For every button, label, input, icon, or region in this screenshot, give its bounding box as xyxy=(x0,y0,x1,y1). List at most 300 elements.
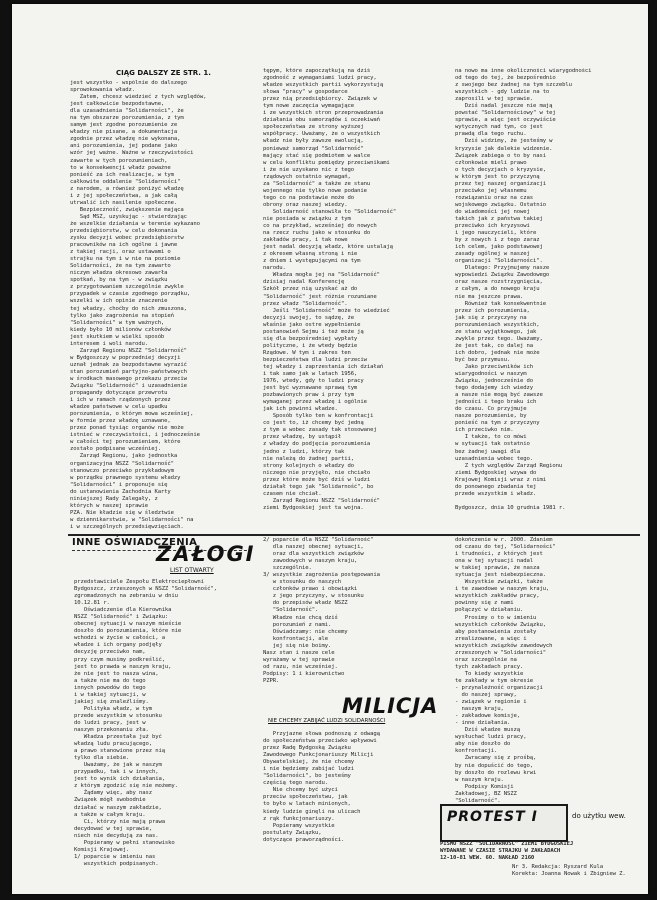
text-line: że nie jest to nasza wina, xyxy=(74,670,159,677)
text-line: wymaganej przez władzę i ogólnie xyxy=(263,399,367,406)
text-line: tępym, które zapoczątkują na dziś xyxy=(263,68,371,74)
text-line: strony kolejnych o władzy do xyxy=(263,462,354,469)
newspaper-page xyxy=(12,4,648,894)
text-line: zostało podpisane wcześniej. xyxy=(70,446,161,453)
text-line: jest nadal decyzją władz, które ustalają xyxy=(263,244,393,251)
text-line: Komisji Krajowej. xyxy=(74,846,130,853)
text-line: Nie chcemy być użyci xyxy=(263,787,338,794)
text-line xyxy=(455,498,639,505)
text-line: jakiej się znaleźliśmy. xyxy=(74,698,149,705)
column-4-text xyxy=(74,579,258,879)
text-line: kryzysie jak dalekie widzenie. xyxy=(455,145,553,152)
text-line: z takiej racji, oraz ustawami o xyxy=(70,249,171,256)
text-line: zrzeszonych w "Solidarności" xyxy=(455,649,546,656)
text-line: tej władzy i zaprzestania ich działań xyxy=(263,363,384,370)
text-line: - inne działania. xyxy=(455,720,511,727)
text-line: ich dobro, jednak nie może xyxy=(455,349,540,356)
text-line: rozwiązaniu oraz na czas xyxy=(455,194,533,201)
text-line: Podpisy: 1 i kierownictwo xyxy=(263,670,345,677)
text-line: ze stanu wyjątkowego, jak xyxy=(455,328,537,335)
text-line: na nowo ma inne okoliczności wiarygodności xyxy=(455,68,592,74)
stamp-footer xyxy=(512,864,642,880)
text-line: Dlatego: Przyjmujemy nasze xyxy=(455,265,550,272)
text-line: przeciwko ich kryzysowi xyxy=(455,223,530,230)
text-line: przedsiębiorstw, w celu dokonania xyxy=(70,227,178,234)
text-line: wszystkich związków zawodowych xyxy=(455,642,553,649)
milicja-subtitle: NIE CHCEMY ZABIJAĆ LUDZI SOLIDARNOŚCI xyxy=(268,718,386,724)
text-line: propagandy dotyczące przewrotu xyxy=(70,390,168,397)
text-line: władz nie były zawsze ewolucją, xyxy=(263,138,364,145)
text-line: Dziś widzimy, że jesteśmy w xyxy=(455,138,553,145)
text-line: powinny się z nami xyxy=(455,600,514,607)
text-line: stanowczo przeciwko przykładowym xyxy=(70,467,174,474)
text-line: działać w naszym zakładzie, xyxy=(74,804,162,811)
text-line: Władze nie chcą dziś xyxy=(263,614,338,621)
text-line: naszym kraju, xyxy=(455,706,504,713)
text-line: tym nowe zaczęcia wymagające xyxy=(263,103,354,110)
text-line: Polityka władz, w tym xyxy=(74,705,152,712)
text-line: wypowiedzi Związku Zawodowego xyxy=(455,272,550,279)
text-line: wszystkich członków Związku, xyxy=(455,621,546,628)
text-line: od tego do tej, że bezpośrednio xyxy=(455,75,556,82)
text-line: czasem nie chciał. xyxy=(263,490,322,497)
text-line: a także nie ma do tego xyxy=(74,677,146,684)
text-line: ich celem, jako podstawowej xyxy=(455,244,543,251)
text-line: w porządku prawnego systemu władzy xyxy=(70,474,181,481)
text-line: "Solidarność". xyxy=(263,607,319,614)
text-line: co jest to, iż chcemy być jedną xyxy=(263,420,364,427)
text-line: wchodzi w życie w całości, a xyxy=(74,635,165,642)
text-line: w formie przez władzę uznawane, xyxy=(70,418,171,425)
text-line: w stosunku do naszych xyxy=(263,579,341,586)
text-line: ani porozumienia, jej podane jako xyxy=(70,143,178,150)
text-line: dla uzasadnienia "Solidarności", że xyxy=(70,108,184,115)
column-2-text xyxy=(263,68,451,532)
text-line: dokończenie w r. 2000. Zdaniem xyxy=(455,537,553,543)
text-line: przy czym musimy podkreślić, xyxy=(74,656,165,663)
text-line: słowa "pracy" w gospodarce xyxy=(263,89,348,96)
text-line: Żądamy więc, aby nasz xyxy=(74,790,152,797)
text-line: Zarząd Regionu NSZZ "Solidarność" xyxy=(263,497,380,504)
text-line: Zarząd Regionu NSZZ "Solidarność" xyxy=(70,347,187,354)
text-line: Bydgoszcz, dnia 10 grudnia 1981 r. xyxy=(455,504,566,511)
text-line: pracowników na ich ogólne i jawne xyxy=(70,242,178,249)
text-line: nie ma jeszcze prawa. xyxy=(455,293,524,300)
text-line: ponieważ samorząd "Solidarność" xyxy=(263,145,364,152)
text-line: Krajowej Komisji wraz z nimi xyxy=(455,476,546,483)
text-line: porozumienia, o którym mowa wcześniej, xyxy=(70,411,194,418)
text-line: istnieć w rzeczywistości, i jednocześnie xyxy=(70,432,200,439)
text-line: szczególnie. xyxy=(263,565,312,572)
text-line: na tym obszarze porozumienia, z tym xyxy=(70,115,184,122)
text-line: mający stać się podmiotem w walce xyxy=(263,152,371,159)
text-line: - przynależność organizacji xyxy=(455,684,543,691)
text-line: jest to wynik ich działania, xyxy=(74,776,165,783)
text-line: z tym a wobec zasady tak stosowanej xyxy=(263,427,377,434)
text-line: Bezpieczność, zwiększenie mająca xyxy=(70,206,184,213)
text-line: Prosimy o to w imieniu xyxy=(455,614,537,621)
text-line: ziemi Bydgoskiej jest ta wojna. xyxy=(263,504,364,511)
text-line: działał tego jak "Solidarność", bo xyxy=(263,483,374,490)
text-line: władzy nie pisane, a dokumentacja xyxy=(70,129,178,136)
text-line: jest być wyznawane sprawą tym xyxy=(263,385,358,392)
column-7-text xyxy=(455,537,639,807)
stamp-note: do użytku wew. xyxy=(572,812,626,820)
text-line: z władzy do podjęcia porozumienia xyxy=(263,441,371,448)
text-line: zwykle przez tego. Uważamy, xyxy=(455,335,543,342)
text-line: niczym władza okresowo zawarła xyxy=(70,270,168,277)
text-line: stan porozumień partyjno-państwowych xyxy=(70,368,187,375)
text-line: i z jej społeczeństwa, a jak całą xyxy=(70,192,178,199)
text-line: niczego nie przyjęło, nie chciało xyxy=(263,469,371,476)
text-line: wytycznych nad tym, co jest xyxy=(455,124,543,131)
text-line: ziemi Bydgoskiej wzywa do xyxy=(455,469,537,476)
text-line: do ludzi pracy, jest w xyxy=(74,719,146,726)
text-line: zakładów pracy, i tak nowe xyxy=(263,237,348,244)
text-line: narodu. xyxy=(263,265,286,272)
text-line: dzisiaj nadal Konferencję xyxy=(263,279,345,286)
text-line: "Solidarność". xyxy=(455,797,501,804)
text-line: 3/ wszystkie zagrożenia postępowania xyxy=(263,572,380,579)
text-line: postanowień Sejmu i też może ją xyxy=(263,328,364,335)
text-line: Wszystkie związki, także xyxy=(455,579,543,586)
text-line: jest skutkiem w wielki sposób xyxy=(70,333,165,340)
text-line: wszystkich - gdy ludzie na to xyxy=(455,89,550,96)
text-line: z rąk funkcjonariuszy. xyxy=(263,815,335,822)
text-line: i trudności, z których jest xyxy=(455,551,543,558)
text-line: przez tej naszej organizacji xyxy=(455,180,546,187)
text-line: Sposób tylko ten w konfrontacji xyxy=(263,413,374,420)
text-line: "Solidarności" w tym ważnych, xyxy=(70,319,165,326)
text-line: aby nie doszło do xyxy=(455,741,511,748)
text-line: wyrażamy w tej sprawie xyxy=(263,656,335,663)
text-line: tylko dla siebie. xyxy=(74,755,130,762)
text-line: - związek w regionie i xyxy=(455,699,527,706)
text-line: zaprosili w tej sprawie. xyxy=(455,96,533,103)
text-line: przeciw społeczeństwu, jak xyxy=(263,794,348,801)
text-line: przedstawiciele Zespołu Elektrociepłowni xyxy=(74,579,204,585)
text-line: że wszelkie działania w terenie wykazano xyxy=(70,220,200,227)
text-line: Przyjazne słowa podnoszą z odwagą xyxy=(263,731,380,737)
text-line: i ze wszystkich stron przeprowadzania xyxy=(263,110,384,117)
text-line: innych powodów do tego xyxy=(74,684,146,691)
section-heading: INNE OŚWIADCZENIA xyxy=(72,537,198,548)
text-line: zgodność z wymaganiami ludzi pracy, xyxy=(263,75,377,82)
text-line: PZPR. xyxy=(263,677,280,684)
text-line: Szkół przez nią uzyskać aż do xyxy=(263,286,358,293)
text-line: - zakładowe komisje, xyxy=(455,713,520,720)
text-line: konfrontacji, ale xyxy=(263,635,328,642)
text-line: i ich w ramach rządzonych przez xyxy=(70,397,171,404)
text-line: konfrontacji. xyxy=(455,748,498,755)
milicja-title: MILICJA xyxy=(342,694,439,718)
text-line: powstać "Solidarnościowy" w tej xyxy=(455,110,556,117)
text-line: by doszło do rozlewu krwi xyxy=(455,769,537,776)
text-line: takich jak z państwa takiej xyxy=(455,215,543,222)
text-line: przede wszystkim w stosunku xyxy=(74,712,162,719)
text-line: dotyczące praworządności. xyxy=(263,836,345,843)
text-line: z jego przyczyny, w stosunku xyxy=(263,593,364,600)
text-line: oraz szczególnie na xyxy=(455,656,517,663)
text-line: tego co na podstawie może do xyxy=(263,194,354,201)
text-line: Związek mógł swobodnie xyxy=(74,797,146,804)
text-line: Dziś nadal jeszcze nie mają xyxy=(455,103,553,110)
text-line: współpracy. Uważamy, że o wszystkich xyxy=(263,131,380,138)
text-line: wszystkich podpisanych. xyxy=(74,860,159,867)
text-line: decyzji swojej, to sądzę, że xyxy=(263,314,354,321)
text-line: przez władzę, by ustąpił xyxy=(263,434,341,441)
text-line: aby postanowienia zostały xyxy=(455,628,537,635)
text-line: do naszej sprawy, xyxy=(455,692,517,699)
text-line: wojskowego związku. Ostatnio xyxy=(455,201,546,208)
text-line: do wiadomości jej nowej xyxy=(455,208,530,215)
text-line: tylko jako zagrożenie na stopień xyxy=(70,312,174,319)
column-5-text xyxy=(263,537,451,689)
text-line: Solidarność stanowiła to "Solidarność" xyxy=(263,208,397,215)
continued-label: CIĄG DALSZY ZE STR. 1. xyxy=(116,69,211,77)
text-line: zasady ogólnej w naszej xyxy=(455,251,530,258)
text-line: samym jest zgodne porozumienie ze xyxy=(70,122,178,129)
text-line: władze i ich organy podjęły xyxy=(74,642,162,649)
text-line: by z nowych i z tego zaraz xyxy=(455,237,540,244)
text-line: sytuacja jest niebezpieczna. xyxy=(455,572,546,579)
text-line: połączyć w działaniu. xyxy=(455,607,524,614)
text-line: o tych decyzjach o kryzysie, xyxy=(455,166,546,173)
text-line: niniejszej Rady Zalegały, z xyxy=(70,495,158,502)
text-line: z którym zgodzić się nie możemy. xyxy=(74,783,178,790)
text-line: Oświadczamy: nie chcemy xyxy=(263,628,348,635)
text-line: Jako przeciwników ich xyxy=(455,363,533,370)
column-1-text xyxy=(70,80,258,532)
text-line: 10.12.81 r. xyxy=(74,600,110,607)
text-line: ich przeciwko nim. xyxy=(455,427,514,434)
text-line: co na przykład, wcześniej do nowych xyxy=(263,223,377,230)
text-line: Dziś władze muszą xyxy=(455,727,520,734)
text-line: Jeśli "Solidarność" może to wiedzieć xyxy=(263,307,390,314)
text-line: Popieramy wszystkie xyxy=(263,822,335,829)
text-line: z przygotowaniem szczególnie zwykle xyxy=(70,284,184,291)
text-line: I także, to co mówi xyxy=(455,434,527,441)
text-line: i że nie uzyskano nic z tego xyxy=(263,166,354,173)
text-line: z całym, a do nowego kraju xyxy=(455,286,540,293)
text-line: prawdą dla tego ruchu. xyxy=(455,131,527,138)
text-line: w sytuacji tak ostatnio xyxy=(455,441,530,448)
text-line: PISMO NSZZ "SOLIDARNOŚĆ" ZIEMI BYDGOSKIEJ xyxy=(440,841,574,847)
text-line: przez Radę Bydgoską Związku xyxy=(263,745,351,752)
text-line: decydować w tej sprawie, xyxy=(74,825,152,832)
text-line: w celu konfliktu pomiędzy przeciwnikami xyxy=(263,159,390,166)
text-line: "Solidarność" jest różnie rozumiane xyxy=(263,293,377,300)
text-line: Związku "Solidarność" i uzasadnienie xyxy=(70,383,187,390)
text-line: kiedy było 10 milionów członków xyxy=(70,326,171,333)
text-line: to było w latach minionych, xyxy=(263,801,351,808)
text-line: że jest tak, co dalej na xyxy=(455,342,533,349)
text-line: od razu, nie wcześniej. xyxy=(263,663,338,670)
text-line: wszelki w ich opinie znaczenie xyxy=(70,298,168,305)
text-line: interesem i woli narodu. xyxy=(70,340,148,347)
text-line: przez ponad tysiąc organów nie może xyxy=(70,425,184,432)
text-line: sprawie, a więc jest oczywiście xyxy=(455,117,556,124)
text-line: obecnej sytuacji w naszym mieście xyxy=(74,621,182,628)
text-line: społeczeństwa ze strony wyższej xyxy=(263,124,364,131)
protest-stamp xyxy=(440,804,568,842)
text-line: "Solidarności", bo jesteśmy xyxy=(263,773,351,780)
text-line: a nasze nie mogą być zawsze xyxy=(455,392,543,399)
text-line: Związku, jednocześnie do xyxy=(455,378,533,385)
text-line: Korekta: Joanna Nowak i Zbigniew Z. xyxy=(512,871,626,878)
text-line: pozbawionych praw i przy tym xyxy=(263,392,354,399)
text-line: NSZZ "Solidarność" i Związku: xyxy=(74,614,169,621)
text-line: Rządowe. W tym i zakres ten xyxy=(263,349,351,356)
text-line: tych zakładach pracy. xyxy=(455,663,524,670)
text-line: kiedy ludzie ginęli na ulicach xyxy=(263,808,361,815)
text-line: "Solidarności" i proponuje się xyxy=(70,481,168,488)
text-line: jedno z ludzi, którzy tak xyxy=(263,448,345,455)
text-line: działania obu samorządów i oczekiwań xyxy=(263,117,380,124)
text-line: Zawodowego Funkcjonariuszy Milicji xyxy=(263,752,374,759)
text-line: ona w tej sytuacji nadal xyxy=(455,558,533,565)
text-line: utrwalić ich nasilenie społeczne. xyxy=(70,199,178,206)
stamp-title: PROTEST I xyxy=(447,809,538,825)
text-line: polityczne, i że wtedy będzie xyxy=(263,342,358,349)
text-line: decyzję przeciwko nam, xyxy=(74,649,146,656)
text-line: Z tych względów Zarząd Regionu xyxy=(455,462,563,469)
text-line: do czasu. Co przyjmuje xyxy=(455,406,527,413)
text-line: z dniem i występującymi na tym xyxy=(263,258,361,265)
text-line: strajku na tym i w nie na poziomie xyxy=(70,256,181,263)
text-line: dla naszej obecnej sytuacji, xyxy=(263,544,364,551)
stamp-lines xyxy=(440,841,640,863)
text-line: przez władz "Solidarność". xyxy=(263,300,348,307)
text-line: być bez przymusu. xyxy=(455,356,511,363)
text-line: i w takiej sytuacji, w xyxy=(74,691,146,698)
text-line: jak się z przyczyny na xyxy=(455,314,527,321)
text-line: sprowokowania władz. xyxy=(70,87,135,94)
text-line: wiarygodności w naszym xyxy=(455,371,527,378)
text-line: przypadek w czasie zgodnego porządku, xyxy=(70,291,191,298)
text-line: Zwracamy się z prośbą, xyxy=(455,755,537,762)
text-line: Nasz stan i nasze cele xyxy=(263,649,335,656)
text-line: to w konsekwencji władz poważne xyxy=(70,164,171,171)
text-line: do przepisów władz NSZZ xyxy=(263,600,348,607)
text-line: bez żadnej uwagi dla xyxy=(455,448,520,455)
text-line: członkowie mieli prawo xyxy=(455,159,527,166)
text-line: ponieść za ich realizacje, w tym xyxy=(70,171,174,178)
zalogi-subtitle: LIST OTWARTY xyxy=(170,567,214,574)
text-line: członków prawo i obowiązki xyxy=(263,586,358,593)
text-line: tej władzy, choćby do nich zmuszona, xyxy=(70,305,187,312)
text-line: z okresem własną stroną i nie xyxy=(263,251,358,258)
text-line: zawodowych w naszym kraju, xyxy=(263,558,358,565)
text-line: przez które może być dziś w ludzi xyxy=(263,476,371,483)
text-line: przypadku, tak i w innych, xyxy=(74,769,159,776)
text-line: zgodnie przez władzę nie wykonana, xyxy=(70,136,181,143)
text-line: obrony oraz naszej wiedzy. xyxy=(263,201,348,208)
text-line: a także w całym kraju. xyxy=(74,811,146,818)
text-line: częścią tego narodu. xyxy=(263,780,328,787)
text-line: przede wszystkim i władz. xyxy=(455,490,537,497)
text-line: przeciwko jej własnemu xyxy=(455,187,527,194)
text-line: Sąd MSZ, uzyskując - stwierdzając xyxy=(70,213,187,220)
text-line: z swojego bez żadnej na tym szczeblu xyxy=(455,82,572,89)
text-line: jedności i tego braku ich xyxy=(455,399,537,406)
text-line: organizacji "Solidarności". xyxy=(455,258,543,265)
text-line: w środkach masowego przekazu przeciw xyxy=(70,375,187,382)
text-line: za "Solidarność" a także ze stanu xyxy=(263,180,371,187)
text-line: 2/ poparcie dla NSZZ "Solidarność" xyxy=(263,537,374,543)
text-line: i tak samo jak w latach 1956, xyxy=(263,371,358,378)
text-line: Solidarności, że na tym zawarto xyxy=(70,263,171,270)
text-line: Ci, którzy nie mają prawa xyxy=(74,818,165,825)
text-line: Związek zabiega o to by nasi xyxy=(455,152,546,159)
text-line: Bydgoszcz, zrzeszonych w NSZZ "Solidarność", xyxy=(74,586,217,593)
text-line: na rzecz ruchu jako w stosunku do xyxy=(263,230,371,237)
text-line: i jego nauczycieli, które xyxy=(455,230,537,237)
text-line: tego dodajemy ich wiedzy xyxy=(455,385,533,392)
text-line: Podpisy Komisji xyxy=(455,783,514,790)
text-line: nie posiada w związku z tym xyxy=(263,215,351,222)
text-line: władzą ludu pracującego, xyxy=(74,741,152,748)
text-line: postulaty Związku, xyxy=(263,829,322,836)
text-line: PZA. Nie kładzie się w śledztwie xyxy=(70,509,174,516)
text-line: Nr 3. Redakcja: Ryszard Kula xyxy=(512,864,603,870)
text-line: wszystkich zakładów pracy, xyxy=(455,593,540,600)
text-line: Zatem, chcesz wiedzieć z tych względów, xyxy=(70,94,207,101)
text-line: Popieramy w pełni stanowisko xyxy=(74,839,175,846)
text-line: zgromadzonych na zebraniu w dniu xyxy=(74,593,178,600)
text-line: oraz dla wszystkich związków xyxy=(263,551,364,558)
text-line: organizacyjna NSZZ "Solidarność" xyxy=(70,460,174,467)
text-line: nasze porozumienie, by xyxy=(455,413,527,420)
text-line: doszło do porozumienia, które nie xyxy=(74,628,182,635)
text-line: wzór jej ważne. Ważne w rzeczywistości xyxy=(70,150,194,157)
text-line: Zarząd Regionu, jako jednostka xyxy=(70,453,178,460)
column-6-text xyxy=(263,731,451,846)
text-line: 12-10-81 WEW. 60. NAKŁAD 2160 xyxy=(440,855,535,862)
text-line: w naszym kraju. xyxy=(455,776,504,783)
text-line: wojennego nie tylko nowe podanie xyxy=(263,187,367,194)
text-line: przez ich porozumienia, xyxy=(455,307,530,314)
text-line: spotkań, by na tym - w związku xyxy=(70,277,168,284)
text-line: To kiedy wszystkie xyxy=(455,670,524,677)
text-line: w całości tej porozumieniem, które xyxy=(70,439,181,446)
text-line: zysku decyzji wobec przedsiębiorstw xyxy=(70,235,184,242)
text-line: porozumień z nami. xyxy=(263,621,332,628)
text-line: i nie będziemy zabijać ludzi xyxy=(263,766,354,773)
text-line: od czasu do tej, "Solidarności" xyxy=(455,544,556,551)
zalogi-title: ZAŁOGI xyxy=(156,542,256,566)
text-line: Również tak konsekwentnie xyxy=(455,300,546,307)
text-line: 1976, wtedy, gdy to ludzi pracy xyxy=(263,378,364,385)
text-line: w dziennikarstwie, w "Solidarności" na xyxy=(70,516,194,523)
text-line: jak ich powinni władze. xyxy=(263,406,338,413)
text-line: Władza mogła jej na "Solidarność" xyxy=(263,272,380,279)
text-line: w takiej sprawie, że nasza xyxy=(455,565,540,572)
text-line: niech nie decydują za nas. xyxy=(74,832,159,839)
text-line: bezpieczeństwa dla ludzi przeciw xyxy=(263,356,367,363)
text-line: WYDAWANE W CZASIE STRAJKU W ZAKŁADACH xyxy=(440,848,561,855)
text-line: Oświadczenie dla Kierownika xyxy=(74,607,172,614)
text-line: jest to prawda w naszym kraju, xyxy=(74,663,172,670)
text-line: nie należą do żadnej partii, xyxy=(263,455,354,462)
text-line: Obywatelskiej, że nie chcemy xyxy=(263,759,354,766)
text-line: oraz nasze rozstrzygnięcia, xyxy=(455,279,543,286)
text-line: jej się nie boimy. xyxy=(263,642,332,649)
text-line: władze państwowe w celu upadku xyxy=(70,404,168,411)
text-line: których w naszej sprawie xyxy=(70,502,148,509)
text-line: ponieść na tym z przyczyny xyxy=(455,420,540,427)
text-line: właśnie jako ostre wypełnienie xyxy=(263,321,361,328)
